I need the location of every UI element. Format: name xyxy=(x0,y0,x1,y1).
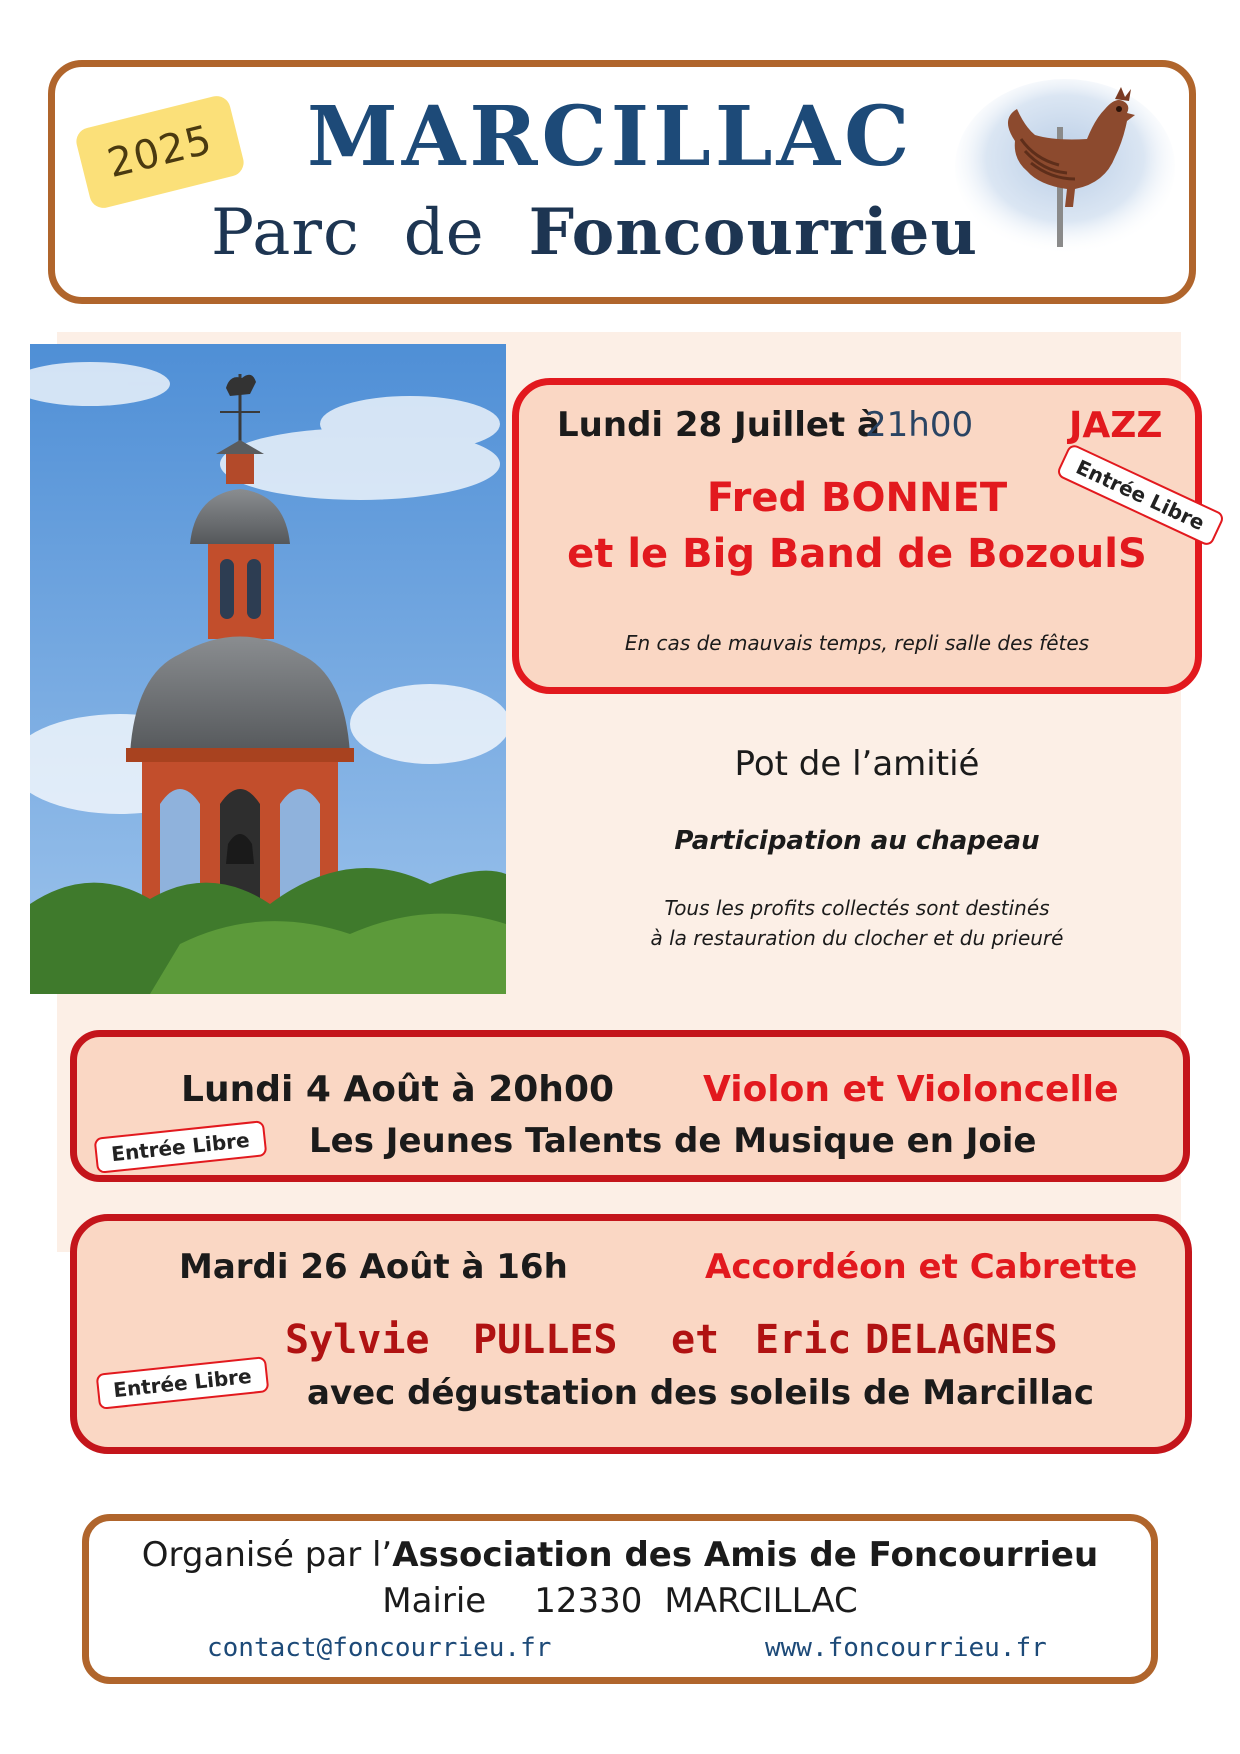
event2-genre: Violon et Violoncelle xyxy=(703,1069,1119,1110)
year-label: 2025 xyxy=(103,116,217,188)
footer-frame xyxy=(82,1514,1158,1684)
event3-artist-second-lastname: DELAGNES xyxy=(865,1317,1058,1363)
profits-line2: à la restauration du clocher et du prieuré xyxy=(650,926,1064,950)
event3-artist-first-name: Sylvie xyxy=(285,1317,430,1363)
subtitle-word-foncourrieu: Foncourrieu xyxy=(528,195,978,270)
event3-tasting: avec dégustation des soleils de Marcillac xyxy=(307,1373,1094,1413)
event3-artist-and: et xyxy=(671,1317,720,1363)
event3-free-entry-badge: Entrée Libre xyxy=(96,1356,270,1410)
event3-genre: Accordéon et Cabrette xyxy=(705,1247,1138,1287)
subtitle-word-parc: Parc xyxy=(211,196,360,270)
event1-genre: JAZZ xyxy=(1069,405,1163,446)
event-card-violin xyxy=(70,1030,1190,1182)
event2-performers: Les Jeunes Talents de Musique en Joie xyxy=(309,1121,1037,1161)
page-subtitle xyxy=(211,195,978,270)
participation-chapeau: Participation au chapeau xyxy=(674,826,1040,856)
footer-town: MARCILLAC xyxy=(664,1581,858,1621)
year-tag xyxy=(73,93,246,211)
header-frame xyxy=(48,60,1196,304)
footer-address xyxy=(89,1581,1151,1621)
event2-date-time: Lundi 4 Août à 20h00 xyxy=(181,1069,615,1110)
footer-postcode: 12330 xyxy=(534,1581,643,1621)
rooster-weathervane-image xyxy=(955,79,1175,259)
footer-organised-prefix: Organisé par l’ xyxy=(141,1535,393,1575)
footer-association: Association des Amis de Foncourrieu xyxy=(392,1535,1099,1575)
event3-artist-second-name: Eric xyxy=(755,1317,852,1363)
page-title: MARCILLAC xyxy=(307,89,914,185)
event-card-jazz xyxy=(512,378,1209,694)
profits-line1: Tous les profits collectés sont destinés xyxy=(664,896,1050,920)
footer-website-link[interactable]: www.foncourrieu.fr xyxy=(765,1633,1047,1663)
event2-free-entry-badge: Entrée Libre xyxy=(94,1120,268,1174)
footer-organiser xyxy=(89,1535,1151,1575)
event1-time: 21h00 xyxy=(865,405,974,445)
footer-mairie: Mairie xyxy=(382,1581,487,1621)
subtitle-word-de: de xyxy=(403,196,485,270)
pot-amitie: Pot de l’amitié xyxy=(734,744,980,784)
event1-date: Lundi 28 Juillet à xyxy=(557,405,880,445)
event3-artist-first-lastname: PULLES xyxy=(473,1317,618,1363)
event1-weather-note: En cas de mauvais temps, repli salle des fêtes xyxy=(624,631,1090,655)
event1-free-entry-badge: Entrée Libre xyxy=(1055,443,1225,548)
event3-date-time: Mardi 26 Août à 16h xyxy=(179,1247,568,1287)
event1-artist-line2: et le Big Band de BozoulS xyxy=(567,531,1147,577)
event1-artist-line1: Fred BONNET xyxy=(706,475,1008,521)
event-card-accordion xyxy=(70,1214,1192,1454)
footer-email-link[interactable]: contact@foncourrieu.fr xyxy=(207,1633,552,1663)
bell-tower-photo xyxy=(30,344,506,994)
